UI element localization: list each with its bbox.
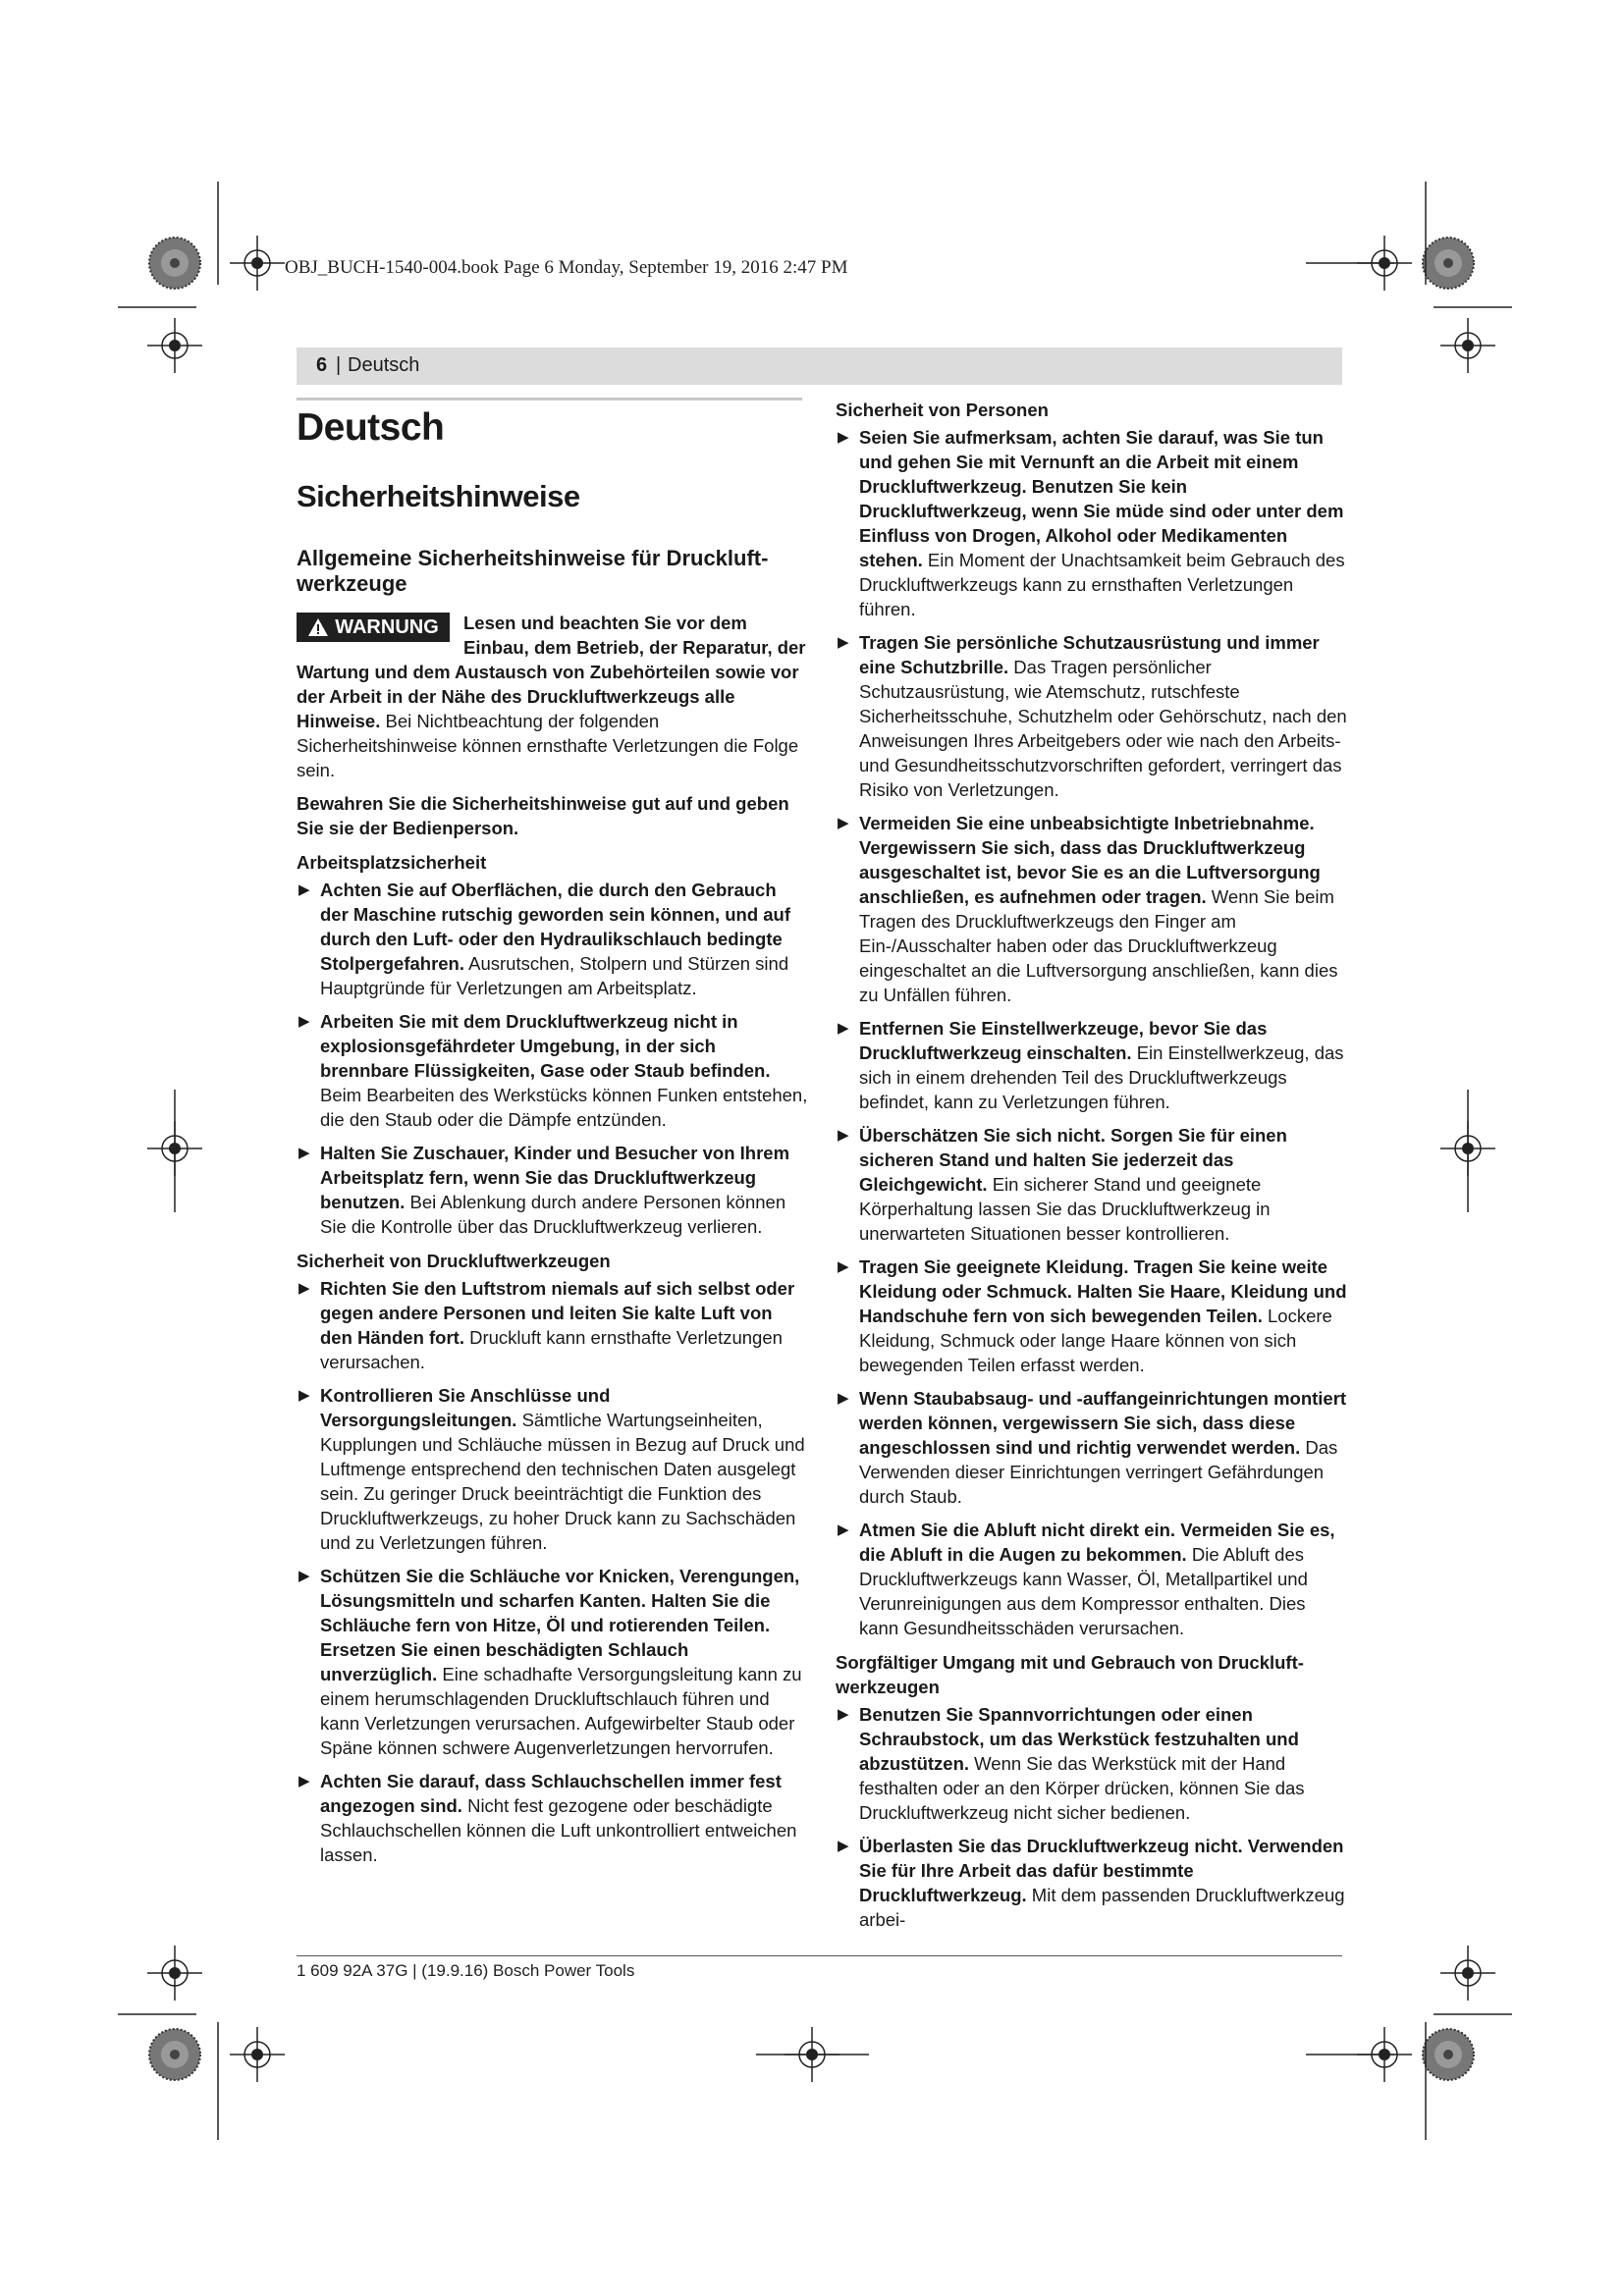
color-wheel-icon [149,238,200,289]
registration-mark-icon [230,2027,285,2082]
list-item: ▶ Wenn Staubabsaug- und -auffangeinrichtungen montiert werden können, vergewissern Sie sich, dass diese angeschlossen sind und richtig verwendet werden. Das Verwenden dieser Einrichtungen verringert Gefährdungen durch Staub. [838,1388,1347,1507]
triangle-right-icon: ▶ [838,1390,849,1407]
list-item: ▶ Schützen Sie die Schläuche vor Knicken, Verengungen, Lösungsmitteln und scharfen Kanten. Halten Sie die Schläuche fern von Hitze, Öl und rotierenden Teilen. Ersetzen Sie einen beschädigten Schlauch unverzüglich. Eine schadhafte Versorgungsleitung kann zu einem herumschlagenden Druckluftschlauch führen und kann Verletzungen verursachen. Aufgewirbelter Staub oder Späne können schwere Augenverletzungen hervorrufen. [298,1566,802,1758]
color-wheel-icon [1423,238,1474,289]
triangle-right-icon: ▶ [838,815,849,831]
handling-list [836,1702,1348,1932]
list-item: ▶ Richten Sie den Luftstrom niemals auf sich selbst oder gegen andere Personen und leiten Sie kalte Luft von den Händen fort. Druckluft kann ernsthafte Verletzungen verursachen. [298,1278,795,1372]
triangle-right-icon: ▶ [298,1145,310,1161]
list-item: ▶ Seien Sie aufmerksam, achten Sie darauf, was Sie tun und gehen Sie mit Vernunft an die Arbeit mit einem Druckluftwerkzeug. Benutzen Sie kein Druckluftwerkzeug, wenn Sie müde sind oder unter dem Einfluss von Drogen, Alkohol oder Medikamenten stehen. Ein Moment der Unachtsamkeit beim Gebrauch des Druckluftwerkzeugs kann zu ernsthaften Verletzungen führen. [838,427,1345,619]
page-footer: 1 609 92A 37G | (19.9.16) Bosch Power Tools [297,1961,635,1980]
triangle-right-icon: ▶ [298,1280,310,1297]
chapter-title: Sicherheitshinweise [297,479,580,513]
header-separator: | [336,354,342,376]
personal-safety-list [836,425,1348,1640]
triangle-right-icon: ▶ [838,1522,849,1538]
subsection-title-handling: Sorgfältiger Umgang mit und Gebrauch von Druckluft-werkzeugen [836,1652,1304,1697]
triangle-right-icon: ▶ [298,1568,310,1584]
list-item: ▶ Arbeiten Sie mit dem Druckluftwerkzeug nicht in explosionsgefährdeter Umgebung, in der sich brennbare Flüssigkeiten, Gase oder Staub befinden. Beim Bearbeiten des Werkstücks können Funken entstehen, die den Staub oder die Dämpfe entzünden. [298,1011,808,1130]
triangle-right-icon: ▶ [838,429,849,446]
warning-triangle-icon [307,617,329,637]
workplace-safety-list [297,878,809,1239]
list-item: ▶ Benutzen Sie Spannvorrichtungen oder einen Schraubstock, um das Werkstück festzuhalten und abzustützen. Wenn Sie das Werkstück mit der Hand festhalten oder an den Körper drücken, können Sie das Druckluftwerkzeug nicht sicher bedienen. [838,1704,1305,1823]
page-title: Deutsch [297,406,445,449]
warning-bold-text: Lesen und beachten Sie vor dem Einbau, dem Betrieb, der Reparatur, der Wartung und dem Austausch von Zubehörteilen sowie vor der Arbeit in der Nähe des Druckluftwerkzeugs alle Hinweise. [297,613,806,731]
warning-text: Bei Nichtbeachtung der folgenden Sicherheitshinweise können ernsthafte Verletzungen die Folge sein. [297,711,799,780]
footer-rule [297,1955,1342,1956]
triangle-right-icon: ▶ [838,1127,849,1144]
print-slug: OBJ_BUCH-1540-004.book Page 6 Monday, September 19, 2016 2:47 PM [285,257,848,278]
left-column [297,398,809,1876]
warning-block [297,611,809,782]
triangle-right-icon: ▶ [298,881,310,898]
triangle-right-icon: ▶ [298,1387,310,1404]
section-title: Allgemeine Sicherheitshinweise für Druckluft-werkzeuge [297,546,769,596]
triangle-right-icon: ▶ [298,1013,310,1030]
triangle-right-icon: ▶ [298,1773,310,1789]
list-item: ▶ Vermeiden Sie eine unbeabsichtigte Inbetriebnahme. Vergewissern Sie sich, dass das Druckluftwerkzeug ausgeschaltet ist, bevor Sie es an die Luftversorgung anschließen, es aufnehmen oder tragen. Wenn Sie beim Tragen des Druckluftwerkzeugs den Finger am Ein-/Ausschalter haben oder das Druckluftwerkzeug eingeschaltet an die Luftversorgung anschließen, kann dies zu Unfällen führen. [838,813,1338,1005]
triangle-right-icon: ▶ [838,1838,849,1854]
triangle-right-icon: ▶ [838,1258,849,1275]
list-item: ▶ Achten Sie auf Oberflächen, die durch den Gebrauch der Maschine rutschig geworden sein können, und auf durch den Luft- oder den Hydraulikschlauch bedingte Stolpergefahren. Ausrutschen, Stolpern und Stürzen sind Hauptgründe für Verletzungen am Arbeitsplatz. [298,880,791,998]
title-rule [297,398,802,400]
tool-safety-list [297,1276,809,1867]
subsection-title-persons: Sicherheit von Personen [836,400,1049,420]
list-item: ▶ Tragen Sie geeignete Kleidung. Tragen Sie keine weite Kleidung oder Schmuck. Halten Sie Haare, Kleidung und Handschuhe fern von sich bewegenden Teilen. Lockere Kleidung, Schmuck oder lange Haare können von sich bewegenden Teilen erfasst werden. [838,1256,1347,1375]
list-item: ▶ Entfernen Sie Einstellwerkzeuge, bevor Sie das Druckluftwerkzeug einschalten. Ein Einstellwerkzeug, das sich in einem drehenden Teil des Druckluftwerkzeugs befindet, kann zu Verletzungen führen. [838,1018,1344,1112]
triangle-right-icon: ▶ [838,1706,849,1723]
triangle-right-icon: ▶ [838,1020,849,1037]
warning-badge [297,613,450,642]
running-header [297,347,1342,385]
list-item: ▶ Achten Sie darauf, dass Schlauchschellen immer fest angezogen sind. Nicht fest gezogene oder beschädigte Schlauchschellen können die Luft unkontrolliert entweichen lassen. [298,1771,797,1865]
header-language: Deutsch [348,354,420,376]
list-item: ▶ Überschätzen Sie sich nicht. Sorgen Sie für einen sicheren Stand und halten Sie jederzeit das Gleichgewicht. Ein sicherer Stand und geeignete Körperhaltung lassen Sie das Druckluftwerkzeug in unerwarteten Situationen besser kontrollieren. [838,1125,1287,1244]
list-item: ▶ Überlasten Sie das Druckluftwerkzeug nicht. Verwenden Sie für Ihre Arbeit das dafür bestimmte Druckluftwerkzeug. Mit dem passenden Druckluftwerkzeug arbei- [838,1836,1345,1930]
subsection-title-tools: Sicherheit von Druckluftwerkzeugen [297,1251,611,1271]
right-column [836,398,1348,1941]
registration-mark-icon [1440,1946,1495,2001]
registration-mark-icon [230,236,285,291]
page-number: 6 [316,354,328,376]
keep-instructions-note: Bewahren Sie die Sicherheitshinweise gut auf und geben Sie sie der Bedienperson. [297,793,789,838]
list-item: ▶ Atmen Sie die Abluft nicht direkt ein. Vermeiden Sie es, die Abluft in die Augen zu bekommen. Die Abluft des Druckluftwerkzeugs kann Wasser, Öl, Metallpartikel und Verunreinigungen aus dem Kompressor enthalten. Dies kann Gesundheitsschäden verursachen. [838,1520,1335,1638]
registration-mark-icon [147,1946,202,2001]
color-wheel-icon [149,2029,200,2080]
registration-mark-icon [1440,318,1495,373]
subsection-title-workplace: Arbeitsplatzsicherheit [297,852,487,873]
list-item: ▶ Halten Sie Zuschauer, Kinder und Besucher von Ihrem Arbeitsplatz fern, wenn Sie das Druckluftwerkzeug benutzen. Bei Ablenkung durch andere Personen können Sie die Kontrolle über das Druckluftwerkzeug verlieren. [298,1143,790,1237]
triangle-right-icon: ▶ [838,634,849,651]
list-item: ▶ Kontrollieren Sie Anschlüsse und Versorgungsleitungen. Sämtliche Wartungseinheiten, Kupplungen und Schläuche müssen in Bezug auf Druck und Luftmenge entsprechend den technischen Daten ausgelegt sein. Zu geringer Druck beeinträchtigt die Funktion des Druckluftwerkzeugs, zu hoher Druck kann zu Sachschäden und zu Verletzungen führen. [298,1385,805,1553]
list-item: ▶ Tragen Sie persönliche Schutzausrüstung und immer eine Schutzbrille. Das Tragen persönlicher Schutzausrüstung, wie Atemschutz, rutschfeste Sicherheitsschuhe, Schutzhelm oder Gehörschutz, nach den Anweisungen Ihres Arbeitgebers oder wie nach den Arbeits- und Gesundheitsschutzvorschriften gefordert, verringert das Risiko von Verletzungen. [838,632,1347,800]
warning-label: WARNUNG [335,615,439,638]
registration-mark-icon [147,318,202,373]
color-wheel-icon [1423,2029,1474,2080]
